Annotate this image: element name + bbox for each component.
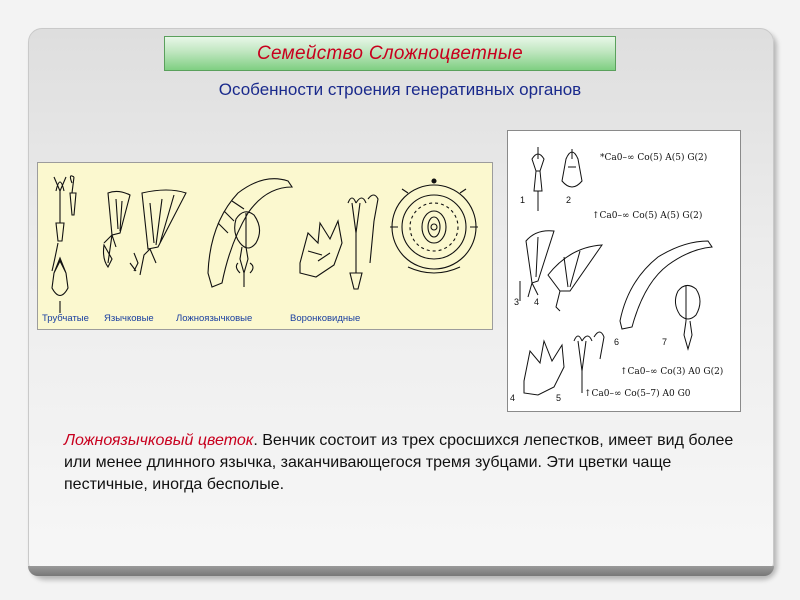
flower-formula: ↑Ca0–∞ Co(5–7) A0 G0 xyxy=(584,389,691,399)
flower-types-figure xyxy=(37,162,493,330)
description-text: . Венчик состоит из трех сросшихся лепестков, имеет вид более или менее длинного язычка, заканчивающегося тремя зубцами. Эти цветки чаще пестичные, иногда бесполые. xyxy=(64,432,734,493)
description-term: Ложноязычковый цветок xyxy=(64,432,254,449)
figure-number: 5 xyxy=(556,393,562,403)
figure-number: 1 xyxy=(520,195,526,205)
flower-formulas-figure xyxy=(507,130,741,412)
figure-number: 4 xyxy=(510,393,516,403)
floral-diagram-drawing xyxy=(390,179,478,273)
title-banner xyxy=(164,36,616,71)
figure-number: 6 xyxy=(614,337,620,347)
pseudo-ligulate-flower-drawing xyxy=(208,179,292,287)
slide-subtitle: Особенности строения генеративных органов xyxy=(218,80,582,99)
flower-formula: ↑Ca0–∞ Co(3) A0 G(2) xyxy=(620,367,724,377)
caption-pseudo-ligulate: Ложноязычковые xyxy=(176,313,253,324)
caption-funnel: Воронковидные xyxy=(290,313,361,324)
tubular-flower-drawing xyxy=(52,176,76,313)
description-paragraph xyxy=(64,430,744,496)
caption-ligulate: Язычковые xyxy=(104,313,154,324)
slide-shadow-bar xyxy=(28,566,774,576)
funnel-flower-drawing xyxy=(300,195,378,289)
flower-formula: ↑Ca0–∞ Co(5) A(5) G(2) xyxy=(592,211,703,221)
ligulate-flower-drawing xyxy=(104,190,187,275)
figure-number: 3 xyxy=(514,297,520,307)
flower-formula: *Ca0–∞ Co(5) A(5) G(2) xyxy=(600,153,708,163)
caption-tubular: Трубчатые xyxy=(42,313,89,324)
slide-title: Семейство Сложноцветные xyxy=(256,42,524,64)
figure-number: 4 xyxy=(534,297,540,307)
figure-number: 7 xyxy=(662,337,668,347)
figure-number: 2 xyxy=(566,195,572,205)
flower-types-drawing xyxy=(38,163,492,329)
